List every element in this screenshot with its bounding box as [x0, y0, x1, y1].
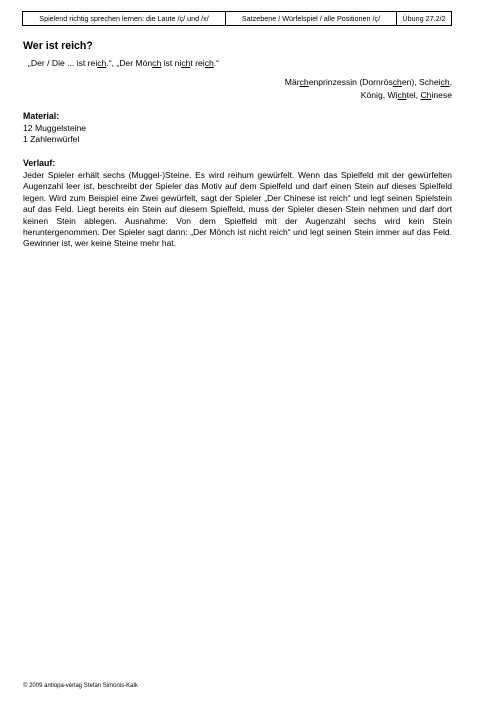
target-words-line-2: König, Wichtel, Chinese	[360, 89, 452, 100]
material-item: 1 Zahlenwürfel	[23, 134, 80, 145]
material-list	[23, 123, 86, 146]
procedure-text: Jeder Spieler erhält sechs (Muggel-)Steine. Es wird reihum gewürfelt. Wenn das Spielfeld mit der gewürfelten Augenzahl leer ist, beschreibt der Spieler das Motiv auf dem Spielfeld und darf einen Stein auf dieses Spielfeld legen. Wird zum Beispiel eine Zwei gewürfelt, sagt der Spieler „Der Chinese ist reich“ und legt seinen Spielstein auf das Feld. Liegt bereits ein Stein auf diesem Spielfeld, muss der Spieler diesen Stein nehmen und darf dort keinen Stein ablegen. Ausnahme: Von dem Spielfeld mit der Augenzahl sechs wird kein Stein heruntergenommen. Der Spieler sagt dann: „Der Mönch ist nicht reich“ und legt seinen Stein immer auf das Feld. Gewinner ist, wer keine Steine mehr hat.	[23, 170, 452, 249]
material-heading: Material:	[23, 111, 60, 121]
copyright-footer: © 2009 antiopa-verlag Stefan Simonis-Kalk	[23, 683, 138, 689]
header-series-title: Spielend richtig sprechen lernen: die Laute /ç/ und /x/	[23, 12, 226, 25]
page-header	[22, 11, 452, 26]
target-sentences: „Der / Die ... ist reich.“, „Der Mönch ist nicht reich.“	[28, 58, 220, 68]
page-title: Wer ist reich?	[23, 40, 93, 52]
header-level: Satzebene / Würfelspiel / alle Positionen /ç/	[226, 12, 397, 25]
header-exercise-number: Übung 27.2/2	[402, 14, 446, 23]
target-words	[285, 76, 452, 101]
target-words-line-1: Märchenprinzessin (Dornröschen), Scheich,	[284, 77, 452, 87]
procedure-heading: Verlauf:	[23, 158, 56, 168]
material-item: 12 Muggelsteine	[23, 123, 87, 133]
